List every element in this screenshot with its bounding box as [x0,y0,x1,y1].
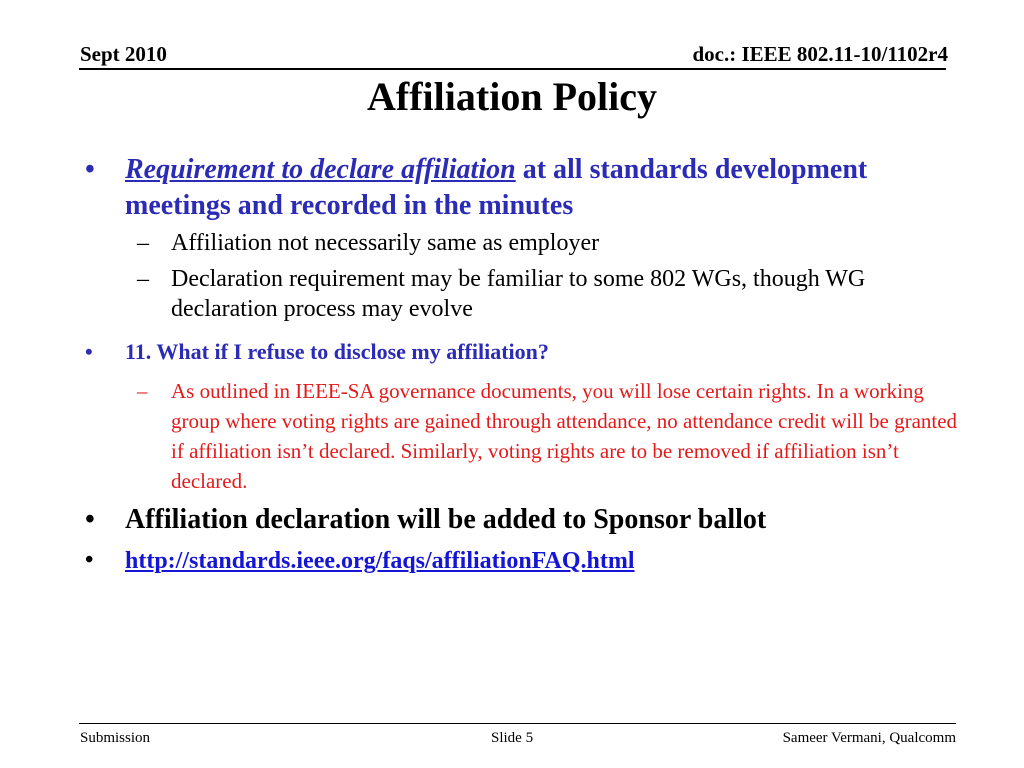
bullet-declare-affiliation-text: at all standards development meetings and recorded in the minutes [125,154,868,221]
header-doc-id: doc.: IEEE 802.11-10/1102r4 [692,42,948,66]
bullet-refuse-question-text: 11. What if I refuse to disclose my affiliation? [125,339,549,364]
bullet-glyph: • [85,504,95,535]
bullet-sponsor-ballot [85,502,975,538]
bullet-refuse-question [85,337,975,367]
requirement-emphasis: Requirement to declare affiliation [125,154,516,185]
sub-bullet-text: Declaration requirement may be familiar to some 802 WGs, though WG declaration process may evolve [171,266,866,322]
footer-submission: Submission [80,730,151,746]
footer-slide-number: Slide 5 [491,730,534,746]
bullet-glyph: • [85,339,93,364]
sub-bullet-declaration-requirement [85,264,975,324]
dash-glyph: – [137,266,149,292]
sub-bullet-lose-rights [85,376,975,496]
sub-bullet-lose-rights-text: As outlined in IEEE-SA governance documents, you will lose certain rights. In a working group where voting rights are gained through attendance, no attendance credit will be granted if affiliation isn’t declared. Similarly, voting rights are to be removed if affiliation isn’t declared. [171,379,958,493]
bullet-glyph: • [85,547,94,573]
bullet-declare-affiliation [85,152,975,224]
footer-author: Sameer Vermani, Qualcomm [782,730,956,746]
dash-glyph: – [137,230,149,256]
dash-glyph: – [137,379,148,403]
affiliation-faq-link[interactable]: http://standards.ieee.org/faqs/affiliationFAQ.html [125,548,635,574]
slide-body [85,152,975,579]
slide-title: Affiliation Policy [367,74,657,119]
header-date: Sept 2010 [80,42,167,66]
bullet-glyph: • [85,154,95,185]
footer-divider [79,723,956,724]
sub-bullet-employer [85,228,975,258]
sub-bullet-text: Affiliation not necessarily same as employer [171,230,600,256]
bullet-sponsor-ballot-text: Affiliation declaration will be added to Sponsor ballot [125,504,767,535]
bullet-faq-link [85,542,975,579]
